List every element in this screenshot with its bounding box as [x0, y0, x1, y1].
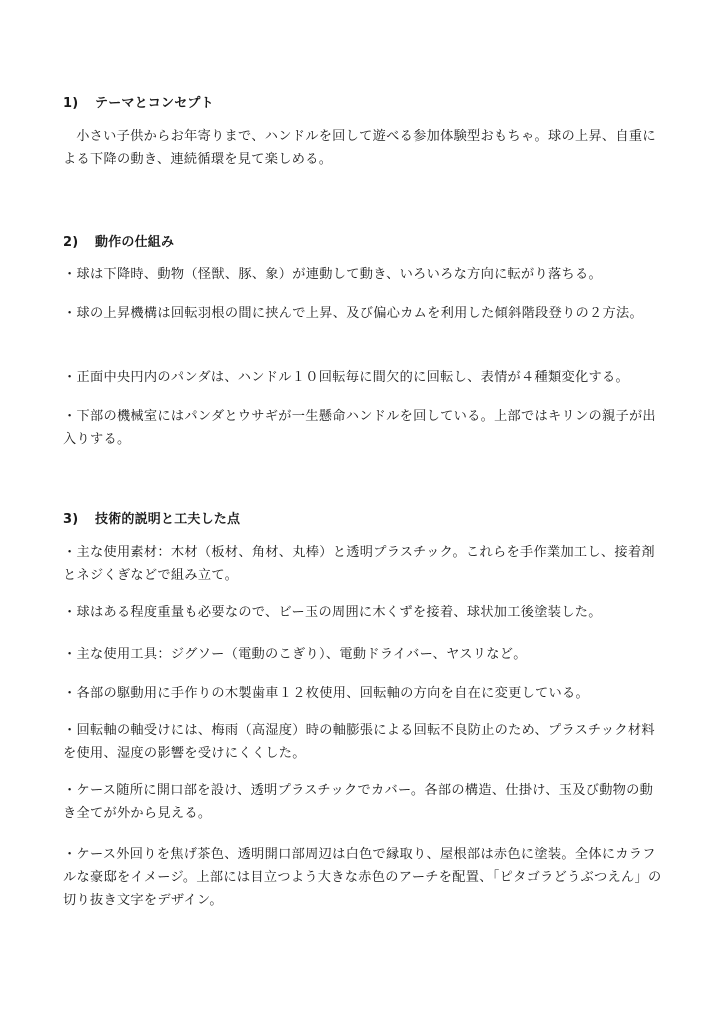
section-2-heading — [63, 231, 663, 250]
section-3-paragraph-6: ・ケース随所に開口部を設け、透明プラスチックでカバー。各部の構造、仕掛け、玉及び動物の動き全てが外から見える。 — [63, 783, 654, 821]
section-3-heading — [63, 508, 663, 527]
section-3-paragraph-1: ・主な使用素材：木材（板材、角材、丸棒）と透明プラスチック。これらを手作業加工し、接着剤とネジくぎなどで組み立て。 — [63, 545, 655, 583]
section-3-number: 3) — [63, 512, 79, 527]
section-2-title: 動作の仕組み — [95, 235, 175, 250]
section-1-number: 1) — [63, 96, 79, 111]
section-1-paragraph: 小さい子供からお年寄りまで、ハンドルを回して遊べる参加体験型おもちゃ。球の上昇、自重による下降の動き、連続循環を見て楽しめる。 — [63, 129, 656, 167]
section-2-paragraph-1: ・球は下降時、動物（怪獣、豚、象）が連動して動き、いろいろな方向に転がり落ちる。 — [63, 267, 602, 282]
section-1-title: テーマとコンセプト — [95, 96, 214, 111]
section-3-title: 技術的説明と工夫した点 — [95, 512, 241, 527]
section-3-paragraph-3: ・主な使用工具：ジグソー（電動のこぎり）、電動ドライバー、ヤスリなど。 — [63, 647, 527, 662]
section-3-paragraph-5: ・回転軸の軸受けには、梅雨（高湿度）時の軸膨張による回転不良防止のため、プラスチック材料を使用、湿度の影響を受けにくくした。 — [63, 723, 655, 761]
section-2-paragraph-2: ・球の上昇機構は回転羽根の間に挟んで上昇、及び偏心カムを利用した傾斜階段登りの２方法。 — [63, 306, 643, 321]
section-3-paragraph-2: ・球はある程度重量も必要なので、ビー玉の周囲に木くずを接着、球状加工後塗装した。 — [63, 605, 602, 620]
section-3-paragraph-7: ・ケース外回りを焦げ茶色、透明開口部周辺は白色で縁取り、屋根部は赤色に塗装。全体にカラフルな豪邸をイメージ。上部には目立つよう大きな赤色のアーチを配置、「ピタゴラどうぶつえん」の切り抜き文字をデザイン。 — [63, 847, 662, 908]
section-1-heading — [63, 92, 663, 111]
section-3-paragraph-4: ・各部の駆動用に手作りの木製歯車１２枚使用、回転軸の方向を自在に変更している。 — [63, 686, 590, 701]
section-2-number: 2) — [63, 235, 79, 250]
section-2-paragraph-4: ・下部の機械室にはパンダとウサギが一生懸命ハンドルを回している。上部ではキリンの親子が出入りする。 — [63, 409, 656, 447]
section-2-paragraph-3: ・正面中央円内のパンダは、ハンドル１０回転毎に間欠的に回転し、表情が４種類変化する。 — [63, 370, 629, 385]
